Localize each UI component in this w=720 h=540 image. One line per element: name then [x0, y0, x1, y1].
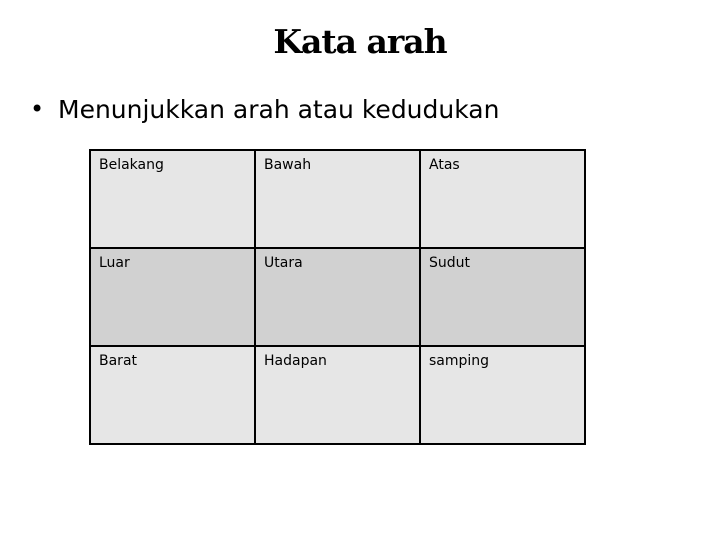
table-row: [90, 346, 585, 444]
slide-title: Kata arah: [273, 22, 447, 61]
table-cell: Belakang: [90, 150, 255, 248]
table-cell: samping: [420, 346, 585, 444]
direction-words-table: [89, 149, 586, 445]
table-cell: Utara: [255, 248, 420, 346]
table-row: [90, 150, 585, 248]
bullet-text: Menunjukkan arah atau kedudukan: [58, 94, 500, 124]
table-cell: Luar: [90, 248, 255, 346]
bullet-item: [30, 88, 499, 130]
table-cell: Atas: [420, 150, 585, 248]
table-cell: Barat: [90, 346, 255, 444]
table-row: [90, 248, 585, 346]
table-cell: Sudut: [420, 248, 585, 346]
bullet-dot-icon: •: [30, 95, 45, 123]
table-cell: Hadapan: [255, 346, 420, 444]
table-cell: Bawah: [255, 150, 420, 248]
